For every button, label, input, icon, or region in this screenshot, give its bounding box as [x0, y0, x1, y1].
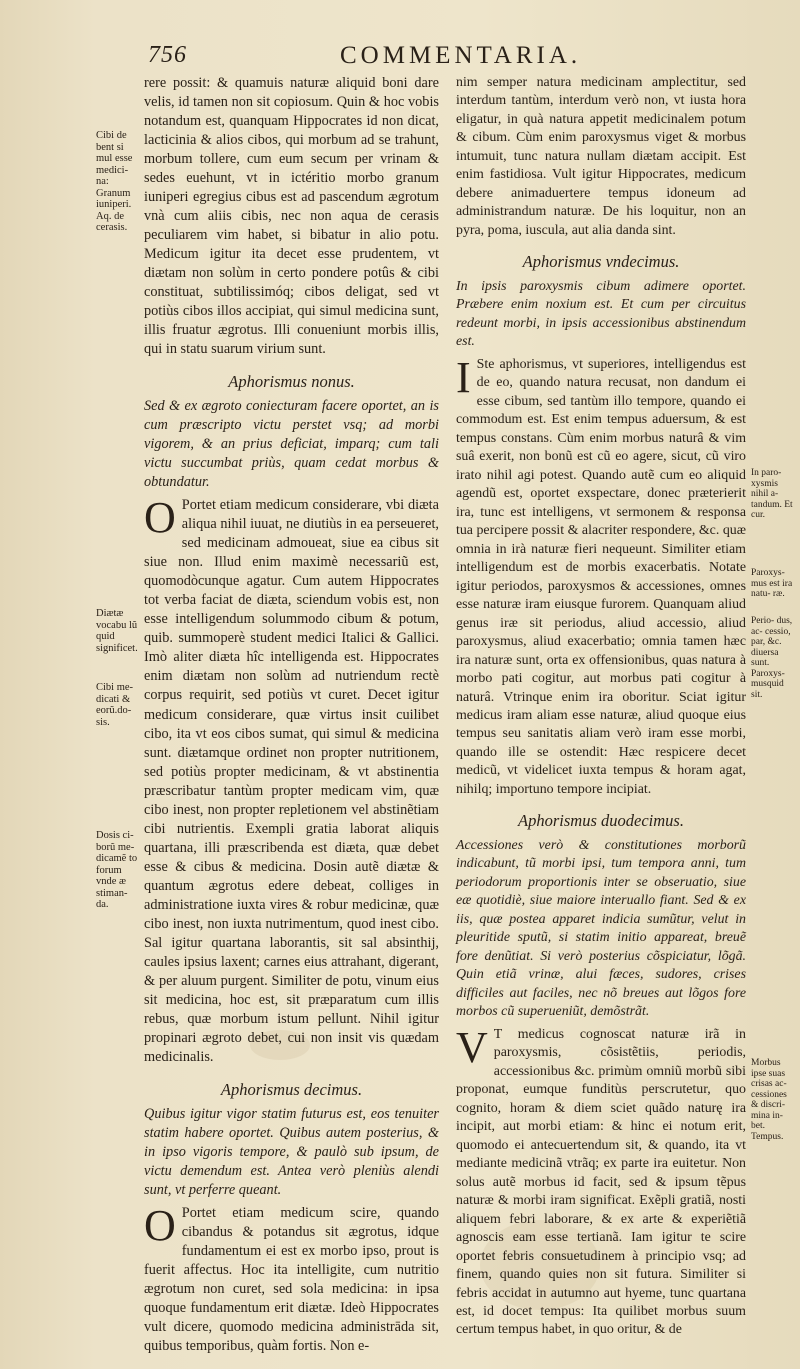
left-column [144, 74, 439, 1356]
drop-cap: I [456, 352, 471, 402]
drop-cap: O [144, 1200, 176, 1250]
aphorism-heading: Aphorismus duodecimus. [518, 811, 684, 831]
aphorism-text: Sed & ex ægroto coniecturam facere oportet, an is cum præscripto victu perstet vsq; ad morbi vigorem, & an prius deficiat, imparq; cum tali victu succumbat priùs, quam cedat morbus & obtundatur. [144, 398, 439, 491]
paragraph-text: Portet etiam medicum considerare, vbi diæta aliqua nihil iuuat, ne diutiùs in ea perseueret, sed medicinam admoueat, siue ea cibus sit siue non. Illud enim maximè necessariũ est, quomodòcunque agatur. Cum autem Hippocrates tot verba faciat de diæta, sciendum vobis est, non esse intelligendum solummodo cibum & potum, quib. summoperè student medici Italici & Gallici. Imò aliter diæta hîc intelligenda est. Hippocrates enim diætam non solùm ad nutriendum rectè corpus requirit, sed potiùs vt curet. Decet igitur medicum considerare, quæ virtus insit cuilibet cibo, ita vt eos cibos sumat, qui simul & medicina sunt. diætamque ordinet non propter nutritionem, sed potiùs propter medicinam, & vt abstinentia præscribatur tantùm propter medicam vim, quæ cibo inest, non propter repletionem vel abstinẽtiam cibi nutrientis. Exempli gratia laborat aliquis quartana, illi præscribenda est diæta, quæ debet esse & cibus & medicina. Dosin autẽ diætæ & quantum ægrotus edere debeat, colliges in administratione iuxta vires & robur medicinæ, quæ cibo inest, non iuxta nutrimentum, quod inest cibo. Sal igitur quartana laborantis, sit sal absinthij, caules ipsius laxent; carnes eius attrahant, digerant, & per aluum purgent. Similiter de potu, vinum eius sit medicina, hoc est, sit præparatum cum illis rebus, quæ morbum istum pellunt. Nihil igitur propinari ægroto debet, cui non insit vis quædam medicinalis. [144, 497, 439, 1065]
margin-note: Diætæ vocabu lũ quid significet. [96, 608, 138, 654]
margin-note: In paro- xysmis nihil a- tandum. Et cur. [751, 468, 793, 520]
paragraph-text: Portet etiam medicum scire, quando cibandus & potandus sit ægrotus, idque fundamentum ei est ex morbo ipso, prout is fuerit affectus. Hoc ita intelligite, cum nutritio ægrotum non curet, sed sola medicina: in ipsa quoque fundamentum erit diætæ. Ideò Hippocrates vult dicere, quomodo medicina administrāda sit, quibus temporibus, quàm fortis. Non e- [144, 1204, 439, 1354]
drop-cap: O [144, 493, 176, 543]
aphorism-text: Quibus igitur vigor statim futurus est, eos tenuiter statim habere oportet. Quibus autem posterius, & in ipso vigoris tempore, & paulò sub ipsum, de victu demendum est. Antea verò pleniùs alendi sunt, vt perferre queant. [144, 1105, 439, 1198]
paragraph: rere possit: & quamuis naturæ aliquid boni dare velis, id tamen non sit copiosum. Quin & hoc vobis notandum est, quanquam Hippocrates id non dicat, lacticinia & alios cibos, qui morbum ad se trahunt, morbum tollere, cum eum secum per vrinam & sedes euehunt, vt in ictéritio morbo granum iuniperi egregius cibus est ad pascendum ægrotum vnà cum aliis cibis, nec non aqua de cerasis peculiarem vim habet, si bibatur in alio potu. Medicum igitur ita decet esse prudentem, vt diætam non solùm in certo pondere potûs & cibi constituat, subtilissimóq; cibos deligat, sed vt potiùs cibos illos accipiat, qui simul medicina sunt, illis fruatur ægrotus. Illi conueniunt morbis illis, qui in statu suarum virium sunt. [144, 75, 439, 358]
aphorism-heading: Aphorismus nonus. [228, 372, 355, 392]
running-head: COMMENTARIA. [340, 42, 582, 69]
aphorism-heading: Aphorismus vndecimus. [522, 252, 680, 272]
drop-cap: V [456, 1022, 488, 1072]
margin-note: Cibi me- dicati & eorũ.do- sis. [96, 682, 134, 728]
aphorism-heading: Aphorismus decimus. [220, 1079, 363, 1099]
aphorism-text: In ipsis paroxysmis cibum adimere oportet. Præbere enim noxium est. Et cum per circuitus redeunt morbi, in ipsis accessionibus abstinendum est. [456, 278, 746, 350]
page-number: 756 [148, 42, 187, 68]
paragraph [144, 493, 439, 1066]
margin-note: Morbus ipse suas crisas ac- cessiones & discri- mina in- bet. Tempus. [751, 1058, 787, 1142]
paragraph-text: T medicus cognoscat naturæ irã in paroxysmis, cõsistẽtiis, periodis, accessionibus &c. primùm omniũ morbũ sibi proponat, eumque funditùs perscrutetur, quo cognito, horam & diem sciet quãdo naturę ira incipit, aut morbi etiam: & hinc ei notum erit, quomodo ei antecuertendum sit, & quando, ita vt mediante medicinã vtrãq; ex parte ira euitetur. Non solus autẽ morbus id facit, sed & ipsum tẽpus naturæ & morbi iram significat. Exẽpli gratiã, nosti aliquem febri laborare, & ex arte & experiẽtiã agnoscis eam esse tertianã. Iam igitur te scire oportet febris consuetudinem à principio vsq; ad finem, quando quies non sit futura. Similiter si febris accidat in autumno aut hyeme, tunc quartana est, id docet tempus: Ita quilibet morbus suum certum tempus habet, in quo oritur, & de [456, 1026, 746, 1338]
margin-note: Cibi de bent si mul esse medici- na: Granum iuniperi. Aq. de cerasis. [96, 130, 133, 233]
right-column [456, 74, 746, 1340]
margin-note: Perio- dus, ac- cessio, par, &c. diuersa sunt. Paroxys- musquid sit. [751, 616, 793, 700]
page-header [148, 42, 748, 76]
paragraph [456, 1022, 746, 1340]
paragraph [456, 352, 746, 800]
margin-note: Paroxys- mus est ira natu- ræ. [751, 568, 793, 599]
paragraph [144, 1200, 439, 1356]
aphorism-text: Accessiones verò & constitutiones morborũ indicabunt, tũ morbi ipsi, tum tempora anni, tum periodorum proportionis inter se obseruatio, siue eæ quotidiè, siue maiore interuallo fiant. Sed & ex iis, quæ postea apparet indicia sumũtur, velut in pleuritide sputũ, si statim initio appareat, breuẽ fore denũtiat. Si verò posterius cõspiciatur, lõgã. Quin etiã vrinæ, alui fæces, sudores, crises difficiles aut faciles, nec nõ breues aut lõgos fore morbos cũ superueniũt, demõstrãt. [456, 837, 746, 1020]
paragraph: nim semper natura medicinam amplectitur, sed interdum tantùm, interdum verò non, vt iusta hora eligatur, in quà natura appetit medicinalem potum & cibum. Cùm enim paroxysmus viget & morbus intumuit, tunc natura nullam diætam accipit. Est enim fastidiosa. Vult igitur Hippocrates, medicum debere animaduertere tempus idoneum ad administrandum naturæ. De his loquitur, non an pyra, poma, iuscula, aut alia danda sint. [456, 75, 746, 238]
paragraph-text: Ste aphorismus, vt superiores, intelligendus est de eo, quando natura recusat, non dandum ei esse cibum, sed tantùm illo tempore, quando ei commodum est. Est enim tempus aduersum, & est tempus constans. Cùm enim morbus naturâ & vim suâ exerit, non bonũ est cũ eo agere, sicut, cũ viro irato nihil agi potest. Quando autẽ cum eo aliquid agendũ est, oportet exspectare, donec præterierit ira, tunc est intelligens, vt sermonem & responsa tua percipere possit & alacriter respondere, &c. quæ omnia in irà naturæ fieri nequeunt. Similiter etiam intelligendum est de morbis exacerbatis. Notate igitur periodos, paroxysmos & accessiones, omnes esse naturæ iram eiusque furorem. Quanquam aliud genus iræ sit periodus, aliud accessio, aliud paroxysmus, aliud exacerbatio; omnia tamen hæc ira naturæ sunt, orta ex offensionibus, quas natura à morbo pati cogitur, aut morbus pati cogitur à naturâ. Vtrinque enim ira oboritur. Sciat igitur medicus iram aliam esse naturæ, aliud quoque eius tempus seu sanitatis aliam verò iram esse morbi, quando ille se ostendit: Hæc respicere decet medicũ, vt videlicet iuxta tempus & horam agat, nihilq; importuno tempore incipiat. [456, 356, 746, 797]
margin-note: Dosis ci- borũ me- dicamẽ to forum vnde æ stiman- da. [96, 830, 138, 910]
